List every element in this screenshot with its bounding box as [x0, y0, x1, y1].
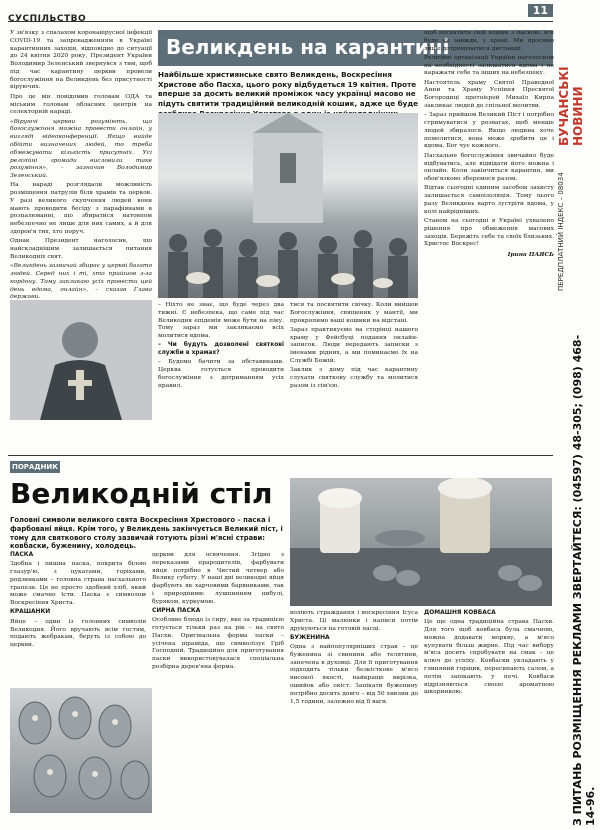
article2-column-4: ДОМАШНЯ КОВБАСА Це ще одна традиційна страва Пасхи. Для того щоб ковбаса була смачною, можна додавати моркву, а м'ясо купувати більш жирне. Під час вибору м'яса досить спробувати на смак – це ключ до успіху. Ковбаски укладають у глиняний горщик, пересипають салом, а потім запікають у печі. Ковбаси відрізняються своєю ароматною шкоринкою.	[424, 610, 554, 696]
rubric-label: ПОРАДНИК	[11, 463, 59, 471]
subscription-index: ПЕРЕДПЛАТНИЙ ІНДЕКС – 08034	[557, 172, 565, 291]
article2-title: Великодній стіл	[10, 477, 273, 510]
ads-contact: З ПИТАНЬ РОЗМІЩЕННЯ РЕКЛАМИ ЗВЕРТАЙТЕСЯ: (04597) 48-305; (098) 468-14-96.	[571, 334, 597, 826]
painted-eggs-photo	[10, 688, 152, 813]
page-number: 11	[528, 4, 553, 17]
article2-lead: Головні символи великого свята Воскресіння Христового – паска і фарбовані яйця. Крім того, у Великдень закінчується Великий піст, і тому для святкового столу зазвичай готують різні м'ясні страви: ковбаски, буженину, холодець.	[10, 516, 283, 551]
newspaper-brand: БУЧАНСЬКІ НОВИНИ	[557, 66, 585, 146]
easter-table-photo	[290, 478, 552, 606]
article-lead: Найбільше християнське свято Великдень, Воскресіння Христове або Пасха, цього року відбудеться 19 квітня. Проте вперше за досить великий проміжок часу українці масово не підуть святити традиційний великодній кошик, адже це буде	[158, 70, 419, 109]
priest-photo	[10, 300, 152, 420]
church-crowd-photo	[158, 113, 418, 298]
section-divider	[8, 455, 553, 456]
author-signature: Ірина ПАЯСЬ	[507, 250, 554, 258]
page-header	[8, 6, 553, 22]
article2-column-3: воліють страждання і воскресіння Ісуса Христа. Ці малюнки і написи потім друкуються на готовій пасці. БУЖЕНИНА Одна з найпопулярніших страв – це буженина зі свинини або телятини, запечена в духовці. Для її приготування підходить тільки безкісткове м'ясо високої якості, найкраще вирізка, ошийок або окіст. Запікати буженину потрібно досить довго – від 50 хвилин до 1,5 години, залежно від її ваги.	[290, 610, 418, 705]
article2-column-1: ПАСКА Здобна і пишна паска, покрита білою глазур'ю, з цукатами, горіхами, родзинками – головна страва пасхального трапези. Це не просто здобний хліб, який може смачно їсти. Паска є символом Воскресіння Христа. КРАШАНКИ Яйце – один із головних символів Великодня. Його вручають всім гостям, подають жебракам, беруть із собою до церкви.	[10, 552, 146, 649]
side-strip	[557, 26, 595, 826]
article2-column-2: церкви для освячення. Згідно з переказами прародителів, фарбувати яйця потрібно в Чистий четвер або Велику суботу. У наші дні великодні яйця фарбують як харчовими барвниками, так і природними: лушпинням цибулі, буряком, куркумою. СИРНА ПАСКА Особливе блюдо із сиру, яке за традицією готується тільки раз на рік – на свято Пасхи. Оригінальна форма паски – усічена піраміда, що символізує Гріб Господній. Традиційно для приготування паски використовувалася спеціальна розбірна дерев'яна форма.	[152, 552, 284, 670]
article-title: Великдень на карантині	[158, 30, 553, 66]
section-title: СУСПІЛЬСТВО	[8, 14, 87, 24]
article1-column-1: У зв'язку з спалахом коронавірусної інфекції COVID-19 та запровадженням в Україні карантинних заходів, відповідно до ситуації до 24 квітня 2020 року, Президент України Володимир Зеленський звернувся з тим, щоб під час карантину церкви провели богослужіння на Великдень без присутності віруючих. Про це він повідомив головам ОДА та міським головам обласних центрів на селекторній нараді. «Віруючі церкви розуміють, що богослужіння можна провести онлайн, у вигляді відеоконференції. Якщо вийде обійти визначених людей, то треба обмежувати кількість присутніх. Усі релігійні громади висловили таке розуміння», – зазначив Володимир Зеленський. На нараді розглядали можливість розміщення патрулів біля храмів та церков. У разі великого скупчення людей вони мають проводити бесіду з парафіянами в розпалюванні, що збиратися натовпом небезпечно не лише для них самих, а й для здоров'я тих, хто поруч. Однак Президент наголосив, що найскладнішим залишається питання Великодніх свят. «Великдень зазвичай збирає у церкві багато людей. Серед них і ті, хто прийшов з-за кордону. Тому закликаю усіх провести цей день вдома, онлайн», – сказав Глава держави.	[10, 30, 152, 301]
article1-column-3: тися та посвятити свічку. Коли вийшов Богослужіння, священик у мантії, ми прокропимо ваші кошики на відстані. Зараз практикуємо на сторінці нашого храму у Фейсбуці подання онлайн-записок. Люди передають записки з іменами рідних, а ми поминаємо їх на Службі Божій. Заклик з дому під час карантину слухати святкову службу та молитися разом із сім'єю.	[290, 302, 418, 389]
article1-column-4: щоб посвятити свій кошик з паскою, все буде як завжди, у храмі. Ми просимо лише дотримуватися дистанції. Релігійні організації України наголосили на необхідності залишатися вдома і не наражати себе та інших на небезпеку. Настоятель храму Святої Праведної Анни та Храму Успіння Пресвятої Богородиці протоієрей Михаїл Кирпа закликає людей до спільної молитви. – Зараз прийшов Великий Піст і потрібно стримуватися у розвагах, щоб менше людей збиралося. Якщо людина хоче помолитися, вона може зробити це і вдома. Бог чує кожного. Пасхальне богослужіння звичайно буде відбуватись, але відвідати його можна і онлайн. Коли закінчиться карантин, ми обов'язково зберемося разом. Відтак сьогодні єдиним засобом захисту залишається самоізоляція. Тому цього разу Великдень варто зустріти вдома, у колі найрідніших. Станом на сьогодні в Україні ухвалено рішення про обмеження масових заходів. Бережіть себе та своїх близьких. Христос Воскрес! Ірина ПАЯСЬ	[424, 30, 554, 258]
article1-column-2: – Ніхто не знає, що буде через два тижні. Є небезпека, що саме під час Великодня епідемія може бути на піку. Тому зараз ми закликаємо всіх молитися вдома. – Чи будуть дозволені святкові служби в храмах? – Будемо бачити за обставинами. Церква готується проводити богослужіння з дотриманням усіх правил.	[158, 302, 284, 389]
